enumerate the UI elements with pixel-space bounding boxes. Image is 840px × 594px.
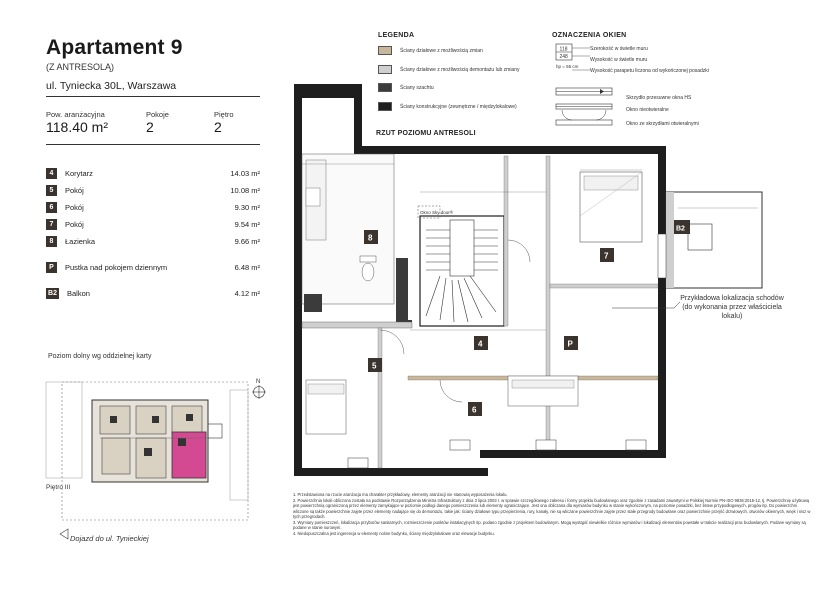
room-name: Korytarz xyxy=(65,168,93,178)
room-row xyxy=(46,285,260,301)
legend-heading: LEGENDA xyxy=(378,32,415,39)
room-name: Balkon xyxy=(67,288,90,298)
room-row xyxy=(46,216,260,232)
window-sample-hp: hp = 55 cm xyxy=(556,64,579,69)
window-fixed-text: Okno nieotwieralne xyxy=(626,107,669,113)
floor-plan xyxy=(290,80,780,482)
stat-rooms xyxy=(146,110,169,135)
lower-level-caption: Poziom dolny wg oddzielnej karty xyxy=(48,353,152,360)
room-name: Pustka nad pokojem dziennym xyxy=(65,262,168,272)
windows-legend-heading: OZNACZENIA OKIEN xyxy=(552,32,627,39)
legend-item xyxy=(378,65,520,74)
room-area: 6.48 m² xyxy=(234,262,260,272)
room-area: 4.12 m² xyxy=(234,288,260,298)
room-row xyxy=(46,199,260,215)
balcony-badge: B2 xyxy=(676,225,685,233)
leader-lines xyxy=(570,44,592,78)
window-opening-text: Okno ze skrzydłami otwieralnymi xyxy=(626,121,699,127)
footnotes xyxy=(293,492,813,536)
room-number-badge: 6 xyxy=(46,202,57,213)
room-6-badge: 6 xyxy=(472,405,477,415)
stat-floor-label: Piętro xyxy=(214,110,234,119)
plan-title: RZUT POZIOMU ANTRESOLI xyxy=(376,130,476,137)
room-row xyxy=(46,182,260,198)
window-hs-text: Skrzydło przesuwne okna HS xyxy=(626,95,692,101)
room-number-badge: P xyxy=(46,262,57,273)
legend-item xyxy=(378,46,483,55)
stat-rooms-value: 2 xyxy=(146,119,154,135)
legend-label: Ściany konstrukcyjne (zewnętrzne / międzylokalowe) xyxy=(400,103,517,110)
room-row xyxy=(46,233,260,249)
legend-label: Ściany szachtu xyxy=(400,84,434,91)
room-name: Łazienka xyxy=(65,236,96,246)
window-sample-bottom: 248 xyxy=(559,54,568,60)
footnote: 4. Niedopuszczalna jest ingerencja w elementy nośne budynku, ściany międzylokalowe oraz elewacje budynku. xyxy=(293,530,495,536)
window-height-text: Wysokość w świetle muru xyxy=(590,57,648,63)
room-number-badge: 8 xyxy=(46,236,57,247)
room-area: 14.03 m² xyxy=(230,168,260,178)
legend-swatch xyxy=(378,65,392,74)
legend-label: Ściany działowe z możliwością demontażu lub zmiany xyxy=(400,66,520,73)
room-area: 9.30 m² xyxy=(234,202,260,212)
room-name: Pokój xyxy=(65,185,84,195)
building-key-plan xyxy=(40,372,276,548)
window-width-text: Szerokość w świetle muru xyxy=(590,46,648,52)
stat-area-label: Pow. aranżacyjna xyxy=(46,110,105,119)
footnote: 2. Powierzchnia lokali obliczona została na podstawie Rozporządzenia Ministra Infrastruktury z dnia 3 lipca 2003 r. w sprawie szczegółowego zakresu i formy projektu budowlanego oraz zgodnie z zasadami zawartymi w Polskiej Normie PN-ISO 9836:2015-12, tj. Powierzchnię użytkową jest powierzchnią ograniczoną przez elementy zamykające w poziomie podłogi danego pomieszczenia lub elementy ograniczające. Jest ona obliczana dla wymiarów budynku w stanie wykończonym, na poziomie posadzki, bez listew przypodłogowych, progów itp. Do powierzchni wliczone są także powierzchnie zajęte przez elementy nadające się do demontażu, takie jak: ściany działowe typu przepierzenia, rury, kanały, nie są wliczane powierzchnie zajęte przez stałe przegrody budowlane oraz powierzchnie przejść drzwiowych, otworów okiennych, wnęk i nisz w tych przegrodach. xyxy=(293,497,811,519)
apartment-title: Apartament 9 xyxy=(46,36,183,59)
room-8-badge: 8 xyxy=(368,233,373,243)
room-p-badge: P xyxy=(567,339,573,349)
room-number-badge: 5 xyxy=(46,185,57,196)
stat-area xyxy=(46,110,108,135)
room-4-badge: 4 xyxy=(478,339,483,349)
legend-label: Ściany działowe z możliwością zmian xyxy=(400,47,483,54)
footnote: 1. Przedstawiona na rzucie aranżacja ma charakter przykładowy, elementy aranżacji nie stanowią wyposażenia lokalu. xyxy=(293,492,508,497)
window-sample-top: 118 xyxy=(559,46,568,53)
room-7-badge: 7 xyxy=(604,251,609,261)
room-name: Pokój xyxy=(65,202,84,212)
floor-label: Piętro III xyxy=(46,484,71,491)
stat-floor xyxy=(214,110,234,135)
stat-rooms-label: Pokoje xyxy=(146,110,169,119)
divider xyxy=(46,96,260,97)
room-row xyxy=(46,259,260,275)
room-area: 9.54 m² xyxy=(234,219,260,229)
footnote: 3. Wymiary pomieszczeń, lokalizacja przyborów sanitarnych, rozmieszczenie punktów instalacyjnych itp. podano zgodnie z projektem budowlanym. Mogą wystąpić niewielkie różnice wymiarów i lokalizacji elementów powstałe w trakcie realizacji prac budowlanych. Podane wymiary są podane w stanie surowym. xyxy=(293,519,806,530)
window-sill-text: Wysokość parapetu liczona od wykończonej posadzki xyxy=(590,68,709,74)
compass-label: N xyxy=(256,379,261,385)
apartment-address: ul. Tyniecka 30L, Warszawa xyxy=(46,80,177,92)
stairs-callout: Przykładowa lokalizacja schodów (do wykonania przez właściciela lokalu) xyxy=(680,295,784,320)
room-name: Pokój xyxy=(65,219,84,229)
room-number-badge: B2 xyxy=(46,288,59,299)
room-number-badge: 4 xyxy=(46,168,57,179)
room-5-badge: 5 xyxy=(372,361,377,371)
stat-floor-value: 2 xyxy=(214,119,222,135)
room-area: 10.08 m² xyxy=(230,185,260,195)
room-row xyxy=(46,165,260,181)
divider xyxy=(46,144,260,145)
stat-area-value: 118.40 m² xyxy=(46,119,108,135)
access-road-label: Dojazd do ul. Tynieckiej xyxy=(70,534,149,543)
legend-swatch xyxy=(378,46,392,55)
skylight-label: Okno Sky door® xyxy=(420,210,454,215)
room-area: 9.66 m² xyxy=(234,236,260,246)
room-number-badge: 7 xyxy=(46,219,57,230)
apartment-subtitle: (Z ANTRESOLĄ) xyxy=(46,62,115,72)
